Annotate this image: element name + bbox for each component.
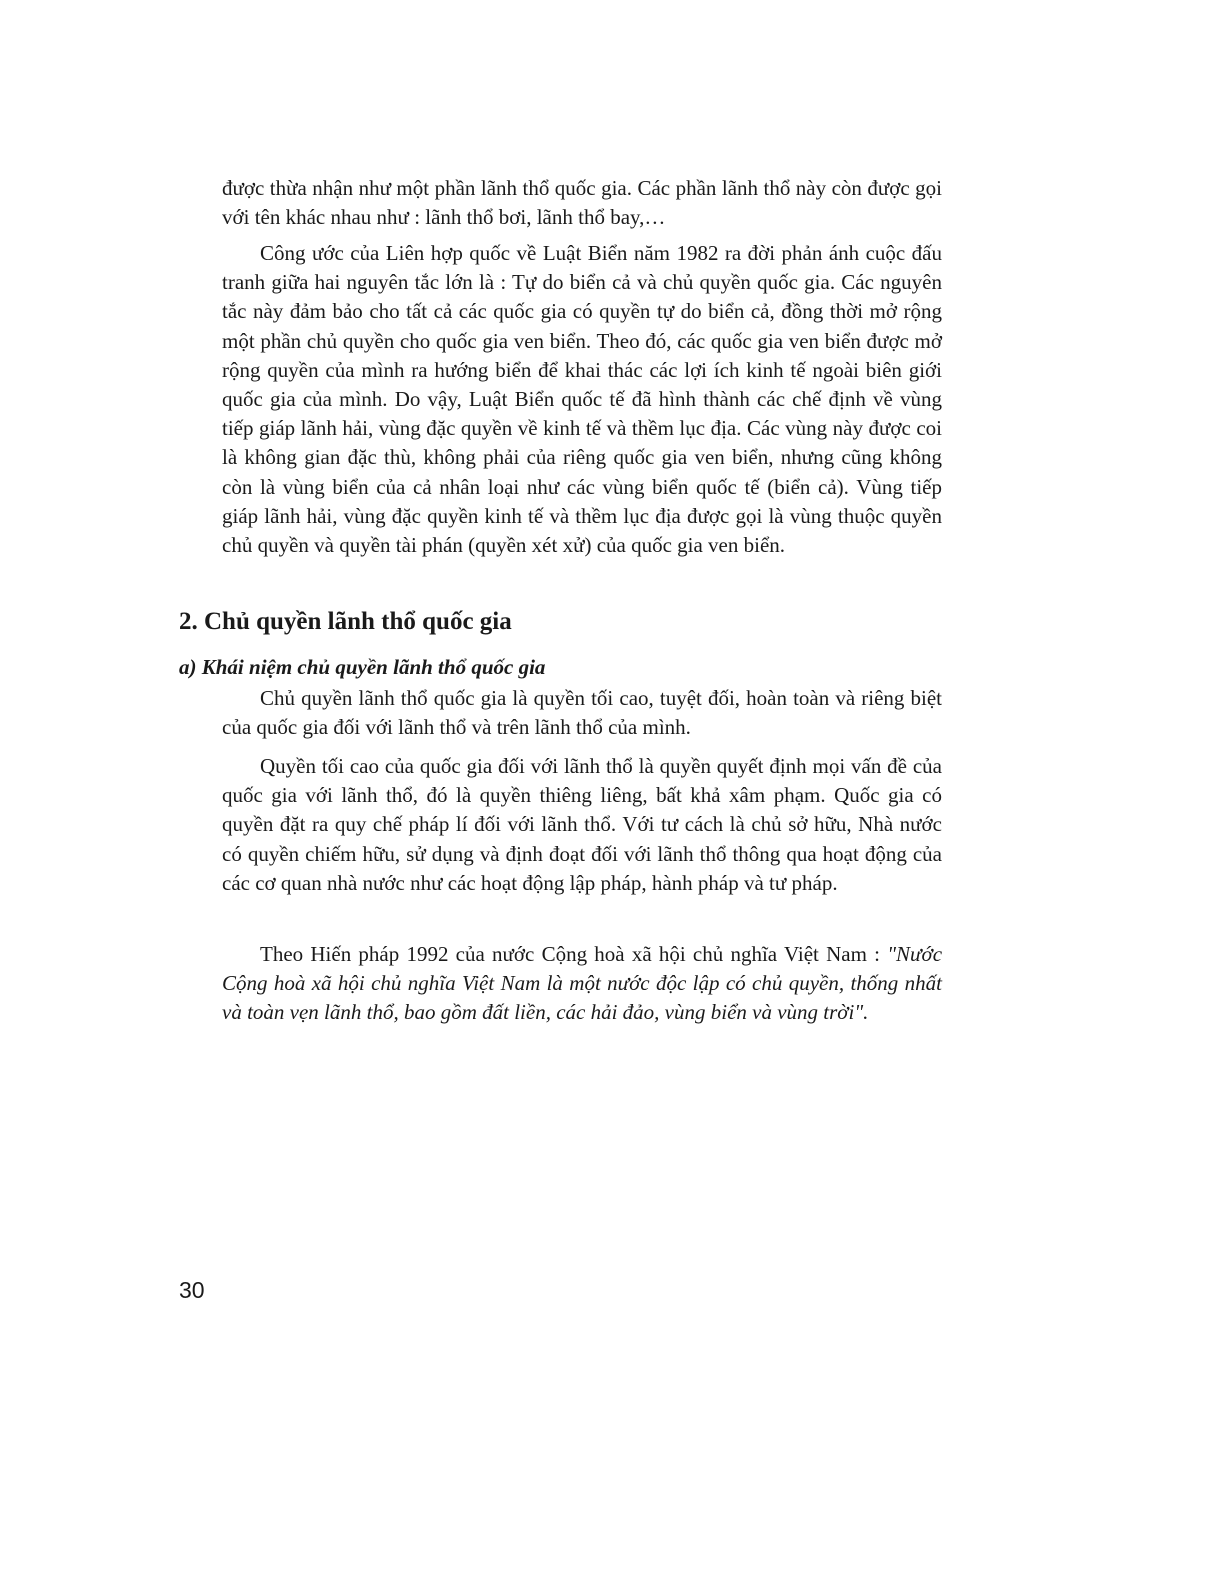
paragraph-constitution	[222, 940, 942, 1028]
constitution-intro: Theo Hiến pháp 1992 của nước Cộng hoà xã hội chủ nghĩa Việt Nam :	[260, 942, 880, 966]
page-number: 30	[179, 1277, 205, 1303]
constitution-quote: "Nước Cộng hoà xã hội chủ nghĩa Việt Nam là một nước độc lập có chủ quyền, thống nhất và toàn vẹn lãnh thổ, bao gồm đất liền, các hải đảo, vùng biển và vùng trời".	[222, 942, 943, 1025]
paragraph-continuation: được thừa nhận như một phần lãnh thổ quốc gia. Các phần lãnh thổ này còn được gọi với tên khác nhau như : lãnh thổ bơi, lãnh thổ bay,…	[222, 176, 942, 230]
paragraph-supreme-authority: Quyền tối cao của quốc gia đối với lãnh thổ là quyền quyết định mọi vấn đề của quốc gia với lãnh thổ, đó là quyền thiêng liêng, bất khả xâm phạm. Quốc gia có quyền đặt ra quy chế pháp lí đối với lãnh thổ. Với tư cách là chủ sở hữu, Nhà nước có quyền chiếm hữu, sử dụng và định đoạt đối với lãnh thổ thông qua hoạt động của các cơ quan nhà nước như các hoạt động lập pháp, hành pháp và tư pháp.	[222, 754, 942, 895]
subsection-heading: a) Khái niệm chủ quyền lãnh thổ quốc gia	[179, 655, 546, 679]
paragraph-sovereignty-definition: Chủ quyền lãnh thổ quốc gia là quyền tối cao, tuyệt đối, hoàn toàn và riêng biệt của quốc gia đối với lãnh thổ và trên lãnh thổ của mình.	[222, 686, 942, 740]
paragraph-unclos: Công ước của Liên hợp quốc về Luật Biển năm 1982 ra đời phản ánh cuộc đấu tranh giữa hai nguyên tắc lớn là : Tự do biển cả và chủ quyền quốc gia. Các nguyên tắc này đảm bảo cho tất cả các quốc gia có quyền tự do biển cả, đồng thời mở rộng một phần chủ quyền cho quốc gia ven biển. Theo đó, các quốc gia ven biển được mở rộng quyền của mình ra hướng biển để khai thác các lợi ích kinh tế ngoài biên giới quốc gia của mình. Do vậy, Luật Biển quốc tế đã hình thành các chế định về vùng tiếp giáp lãnh hải, vùng đặc quyền về kinh tế và thềm lục địa. Các vùng này được coi là không gian đặc thù, không phải của riêng quốc gia ven biển, nhưng cũng không còn là vùng biển của cả nhân loại như các vùng biển quốc tế (biển cả). Vùng tiếp giáp lãnh hải, vùng đặc quyền kinh tế và thềm lục địa được gọi là vùng thuộc quyền chủ quyền và quyền tài phán (quyền xét xử) của quốc gia ven biển.	[222, 241, 942, 558]
section-heading: 2. Chủ quyền lãnh thổ quốc gia	[179, 608, 512, 635]
